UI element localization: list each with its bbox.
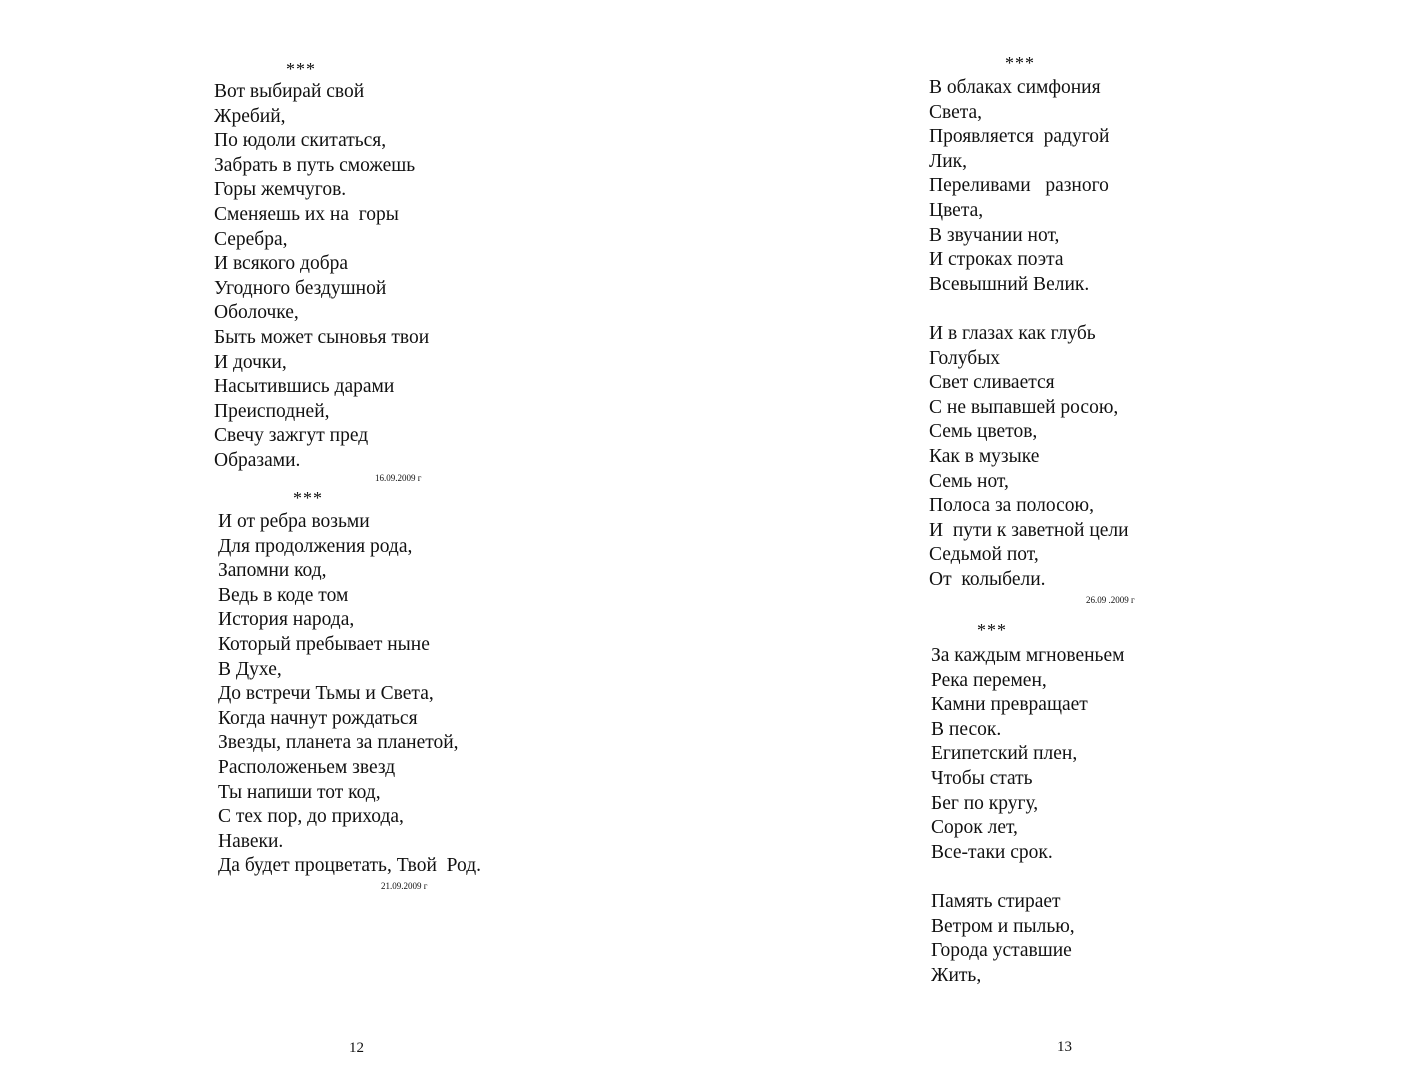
- stanza-break: [929, 297, 1129, 322]
- poem-line: В песок.: [931, 718, 1002, 740]
- poem-line: По юдоли скитаться,: [214, 130, 387, 152]
- poem-separator-stars: ***: [1005, 53, 1035, 73]
- poem-line: В Духе,: [218, 658, 282, 680]
- poem-line: И от ребра возьми: [218, 511, 370, 532]
- poem-line: Ты напиши тот код,: [218, 781, 381, 803]
- poem-line: Цвета,: [929, 199, 984, 221]
- poem-line: Сорок лет,: [931, 817, 1018, 839]
- poem-text: [214, 80, 429, 474]
- poem-line: С тех пор, до прихода,: [218, 806, 404, 828]
- poem-line: Свечу зажгут пред: [214, 425, 369, 447]
- poem-line: Запомни код,: [218, 560, 327, 582]
- poem-line: В облаках симфония: [929, 77, 1101, 98]
- poem-line: Для продолжения рода,: [218, 535, 413, 557]
- poem-line: От колыбели.: [929, 568, 1046, 590]
- poem-line: Горы жемчугов.: [214, 179, 347, 201]
- poem-line: Проявляется радугой: [929, 126, 1110, 148]
- poem-line: До встречи Тьмы и Света,: [218, 683, 434, 705]
- poem-line: Камни превращает: [931, 694, 1088, 716]
- poem-line: Света,: [929, 101, 983, 123]
- poem-line: Лик,: [929, 150, 968, 172]
- poem-line: Жребий,: [214, 105, 286, 127]
- poem-line: Когда начнут рождаться: [218, 707, 418, 729]
- poem-line: Река перемен,: [931, 669, 1047, 691]
- poem-line: Города уставшие: [931, 940, 1072, 962]
- poem-line: В звучании нот,: [929, 224, 1060, 246]
- poem-separator-stars: ***: [977, 620, 1007, 640]
- right-page: [708, 0, 1416, 1080]
- poem-line: И в глазах как глубь: [929, 322, 1096, 344]
- poem-line: За каждым мгновеньем: [931, 645, 1125, 666]
- page-number: 12: [349, 1040, 364, 1056]
- poem-line: Угодного бездушной: [214, 277, 387, 299]
- stanza-break: [931, 865, 1124, 890]
- poem-line: Все-таки срок.: [931, 841, 1053, 863]
- poem-line: История народа,: [218, 609, 355, 631]
- poem-line: Который пребывает ныне: [218, 633, 430, 655]
- poem-date: 26.09 .2009 г: [1086, 595, 1135, 605]
- poem-line: Навеки.: [218, 830, 284, 852]
- poem-line: Бег по кругу,: [931, 792, 1039, 814]
- poem-text: [929, 76, 1129, 592]
- poem-line: Свет сливается: [929, 372, 1055, 394]
- poem-line: Семь нот,: [929, 470, 1009, 492]
- poem-date: 16.09.2009 г: [375, 473, 422, 483]
- poem-line: Память стирает: [931, 890, 1061, 912]
- poem-line: Расположеньем звезд: [218, 756, 396, 778]
- poem-line: Всевышний Велик.: [929, 273, 1090, 295]
- poem-line: Насытившись дарами: [214, 376, 395, 398]
- poem-line: Полоса за полосою,: [929, 495, 1094, 517]
- poem-line: И пути к заветной цели: [929, 519, 1129, 541]
- poem-separator-stars: ***: [286, 59, 316, 79]
- poem-line: Как в музыке: [929, 445, 1040, 467]
- poem-line: Египетский плен,: [931, 743, 1078, 765]
- poem-line: Голубых: [929, 347, 1001, 369]
- poem-separator-stars: ***: [293, 488, 323, 508]
- poem-line: Быть может сыновья твои: [214, 326, 430, 348]
- poem-line: Ведь в коде том: [218, 584, 349, 606]
- poem-line: Переливами разного: [929, 175, 1109, 197]
- poem-text: [931, 644, 1124, 988]
- poem-line: И дочки,: [214, 351, 287, 373]
- poem-line: Оболочке,: [214, 302, 299, 324]
- poem-line: Ветром и пылью,: [931, 915, 1075, 937]
- poem-line: С не выпавшей росою,: [929, 396, 1119, 418]
- poem-line: Забрать в путь сможешь: [214, 154, 416, 176]
- poem-line: Образами.: [214, 449, 301, 471]
- poem-date: 21.09.2009 г: [381, 881, 428, 891]
- poem-line: Вот выбирай свой: [214, 81, 365, 102]
- poem-line: Чтобы стать: [931, 767, 1033, 789]
- poem-line: Серебра,: [214, 228, 288, 250]
- poem-line: Да будет процветать, Твой Род.: [218, 855, 481, 877]
- poem-line: И всякого добра: [214, 253, 349, 275]
- poem-line: Жить,: [931, 964, 982, 986]
- poem-line: И строках поэта: [929, 249, 1064, 271]
- poem-line: Звезды, планета за планетой,: [218, 732, 459, 754]
- poem-line: Семь цветов,: [929, 421, 1038, 443]
- poem-text: [218, 510, 481, 879]
- poem-line: Седьмой пот,: [929, 544, 1039, 566]
- poem-line: Преисподней,: [214, 400, 330, 422]
- poem-line: Сменяешь их на горы: [214, 203, 399, 225]
- page-number: 13: [1057, 1039, 1072, 1055]
